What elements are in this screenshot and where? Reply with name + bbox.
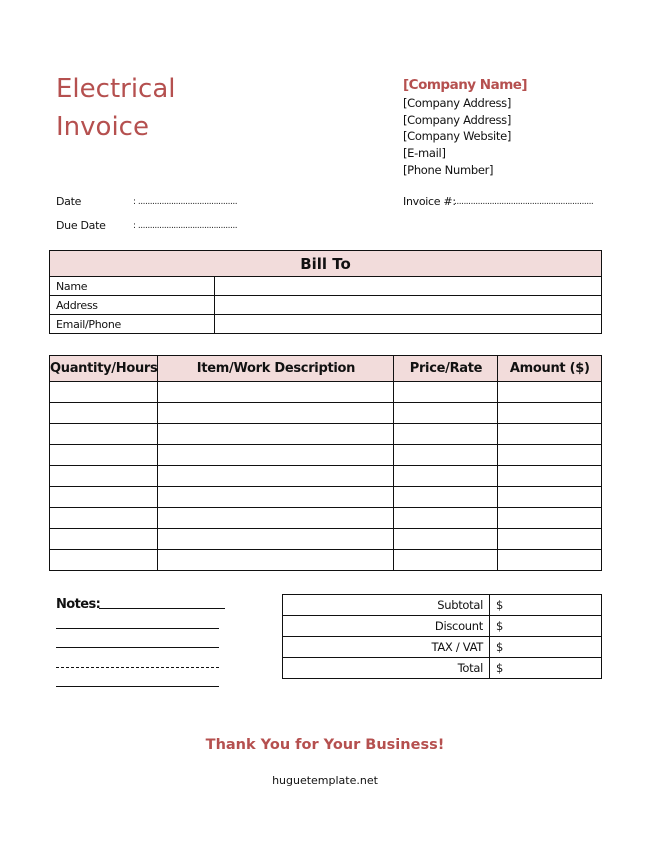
table-row: [50, 403, 602, 424]
company-email: [E-mail]: [403, 146, 446, 160]
quantity-cell[interactable]: [50, 529, 158, 550]
amount-cell[interactable]: [498, 487, 602, 508]
date-label: Date: [56, 195, 82, 208]
quantity-cell[interactable]: [50, 466, 158, 487]
amount-cell[interactable]: [498, 382, 602, 403]
quantity-cell[interactable]: [50, 403, 158, 424]
totals-table: [282, 594, 602, 679]
price-cell[interactable]: [394, 508, 498, 529]
bill-to-email-phone-field[interactable]: [215, 315, 602, 334]
bill-to-address-label: Address: [50, 296, 215, 315]
quantity-cell[interactable]: [50, 508, 158, 529]
website-credit: huguetemplate.net: [272, 774, 378, 787]
quantity-cell[interactable]: [50, 487, 158, 508]
amount-cell[interactable]: [498, 466, 602, 487]
quantity-cell[interactable]: [50, 382, 158, 403]
bill-to-heading: Bill To: [50, 251, 602, 277]
table-row: [50, 550, 602, 571]
company-address-1: [Company Address]: [403, 96, 512, 110]
description-cell[interactable]: [158, 529, 394, 550]
amount-cell[interactable]: [498, 529, 602, 550]
price-cell[interactable]: [394, 424, 498, 445]
invoice-title-line1: Electrical: [56, 74, 176, 104]
date-field[interactable]: : ..........................................: [133, 197, 238, 207]
quantity-cell[interactable]: [50, 445, 158, 466]
bill-to-name-field[interactable]: [215, 277, 602, 296]
amount-cell[interactable]: [498, 508, 602, 529]
tax-vat-row: [283, 637, 602, 658]
price-cell[interactable]: [394, 487, 498, 508]
bill-to-name-label: Name: [50, 277, 215, 296]
notes-line[interactable]: [56, 628, 219, 629]
notes-line[interactable]: [56, 647, 219, 648]
company-name: [Company Name]: [403, 77, 528, 93]
discount-row: [283, 616, 602, 637]
total-label: Total: [283, 658, 490, 679]
tax-vat-label: TAX / VAT: [283, 637, 490, 658]
discount-field[interactable]: $: [490, 616, 602, 637]
price-cell[interactable]: [394, 550, 498, 571]
table-row: [50, 529, 602, 550]
subtotal-row: [283, 595, 602, 616]
description-cell[interactable]: [158, 466, 394, 487]
thank-you-message: Thank You for Your Business!: [205, 737, 445, 753]
total-row: [283, 658, 602, 679]
bill-to-email-phone-label: Email/Phone: [50, 315, 215, 334]
subtotal-field[interactable]: $: [490, 595, 602, 616]
table-row: [50, 508, 602, 529]
quantity-cell[interactable]: [50, 424, 158, 445]
bill-to-address-field[interactable]: [215, 296, 602, 315]
price-cell[interactable]: [394, 403, 498, 424]
description-cell[interactable]: [158, 382, 394, 403]
price-cell[interactable]: [394, 466, 498, 487]
table-row: [50, 466, 602, 487]
subtotal-label: Subtotal: [283, 595, 490, 616]
amount-cell[interactable]: [498, 424, 602, 445]
table-row: [50, 487, 602, 508]
description-cell[interactable]: [158, 487, 394, 508]
amount-cell[interactable]: [498, 403, 602, 424]
description-cell[interactable]: [158, 508, 394, 529]
bill-to-row-address: [50, 296, 602, 315]
description-cell[interactable]: [158, 403, 394, 424]
items-header-row: [50, 356, 602, 382]
amount-cell[interactable]: [498, 445, 602, 466]
bill-to-row-email-phone: [50, 315, 602, 334]
due-date-field[interactable]: : ..........................................: [133, 221, 238, 231]
table-row: [50, 382, 602, 403]
column-amount: Amount ($): [498, 356, 602, 382]
price-cell[interactable]: [394, 529, 498, 550]
amount-cell[interactable]: [498, 550, 602, 571]
quantity-cell[interactable]: [50, 550, 158, 571]
table-row: [50, 445, 602, 466]
price-cell[interactable]: [394, 382, 498, 403]
invoice-title-line2: Invoice: [56, 112, 149, 142]
company-phone: [Phone Number]: [403, 163, 494, 177]
description-cell[interactable]: [158, 550, 394, 571]
description-cell[interactable]: [158, 424, 394, 445]
company-address-2: [Company Address]: [403, 113, 512, 127]
column-quantity-hours: Quantity/Hours: [50, 356, 158, 382]
discount-label: Discount: [283, 616, 490, 637]
items-table: [49, 355, 602, 571]
price-cell[interactable]: [394, 445, 498, 466]
total-field[interactable]: $: [490, 658, 602, 679]
column-price-rate: Price/Rate: [394, 356, 498, 382]
notes-line[interactable]: [99, 608, 225, 609]
company-website: [Company Website]: [403, 129, 512, 143]
invoice-number-label: Invoice #:: [403, 195, 456, 208]
due-date-label: Due Date: [56, 219, 106, 232]
invoice-number-field[interactable]: ...........................................................: [454, 197, 594, 207]
notes-label: Notes:: [56, 597, 101, 612]
bill-to-row-name: [50, 277, 602, 296]
notes-line[interactable]: [56, 667, 219, 668]
tax-vat-field[interactable]: $: [490, 637, 602, 658]
notes-line[interactable]: [56, 686, 219, 687]
table-row: [50, 424, 602, 445]
description-cell[interactable]: [158, 445, 394, 466]
column-item-description: Item/Work Description: [158, 356, 394, 382]
bill-to-table: [49, 250, 602, 334]
